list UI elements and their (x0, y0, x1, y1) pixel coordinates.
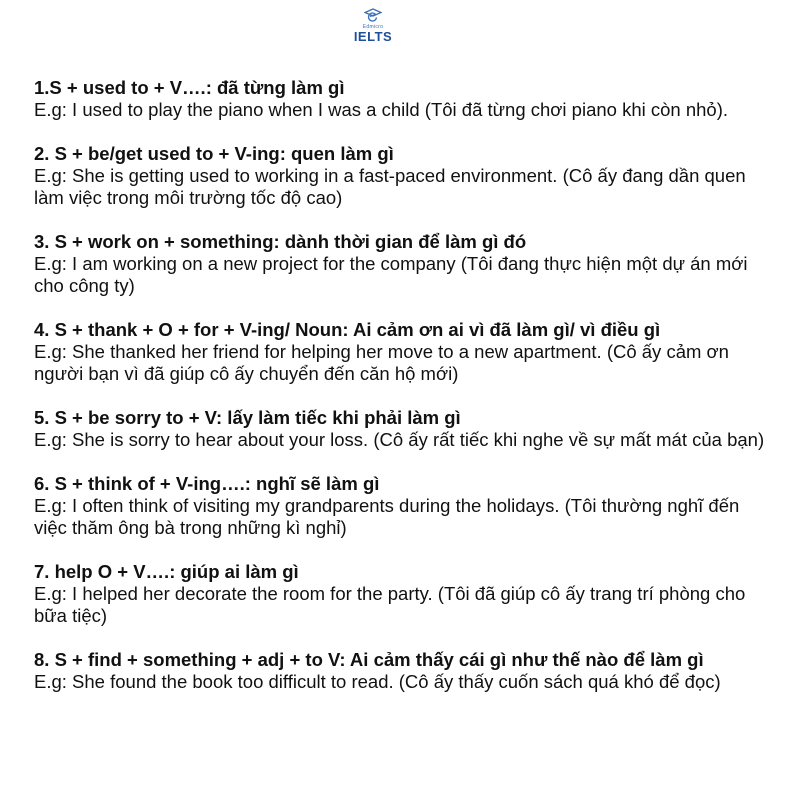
list-item (34, 649, 774, 693)
item-example: E.g: She found the book too difficult to read. (Cô ấy thấy cuốn sách quá khó để đọc) (34, 671, 721, 692)
logo (346, 8, 400, 44)
list-item (34, 319, 774, 385)
logo-text: IELTS (353, 29, 393, 44)
list-item (34, 143, 774, 209)
item-heading: 3. S + work on + something: dành thời gian để làm gì đó (34, 231, 527, 252)
graduation-cap-e-icon (364, 8, 382, 24)
item-heading: 1.S + used to + V….: đã từng làm gì (34, 77, 345, 98)
item-example: E.g: She thanked her friend for helping her move to a new apartment. (Cô ấy cảm ơn người bạn vì đã giúp cô ấy chuyển đến căn hộ mới) (34, 341, 729, 384)
item-example: E.g: I helped her decorate the room for the party. (Tôi đã giúp cô ấy trang trí phòng cho bữa tiệc) (34, 583, 746, 626)
item-example: E.g: She is getting used to working in a fast-paced environment. (Cô ấy đang dần quen làm việc trong môi trường tốc độ cao) (34, 165, 746, 208)
item-heading: 5. S + be sorry to + V: lấy làm tiếc khi phải làm gì (34, 407, 461, 428)
item-example: E.g: She is sorry to hear about your loss. (Cô ấy rất tiếc khi nghe về sự mất mát của bạn) (34, 429, 765, 450)
logo-brand: Edmicro (362, 24, 384, 30)
item-heading: 4. S + thank + O + for + V-ing/ Noun: Ai cảm ơn ai vì đã làm gì/ vì điều gì (34, 319, 661, 340)
item-heading: 8. S + find + something + adj + to V: Ai cảm thấy cái gì như thế nào để làm gì (34, 649, 704, 670)
grammar-list (34, 77, 774, 715)
list-item (34, 231, 774, 297)
list-item (34, 473, 774, 539)
item-example: E.g: I am working on a new project for the company (Tôi đang thực hiện một dự án mới cho công ty) (34, 253, 748, 296)
item-heading: 6. S + think of + V-ing….: nghĩ sẽ làm gì (34, 473, 380, 494)
list-item (34, 77, 774, 121)
item-heading: 7. help O + V….: giúp ai làm gì (34, 561, 299, 582)
item-heading: 2. S + be/get used to + V-ing: quen làm gì (34, 143, 394, 164)
item-example: E.g: I often think of visiting my grandparents during the holidays. (Tôi thường nghĩ đến việc thăm ông bà trong những kì nghỉ) (34, 495, 740, 538)
list-item (34, 561, 774, 627)
list-item (34, 407, 774, 451)
item-example: E.g: I used to play the piano when I was a child (Tôi đã từng chơi piano khi còn nhỏ). (34, 99, 729, 120)
